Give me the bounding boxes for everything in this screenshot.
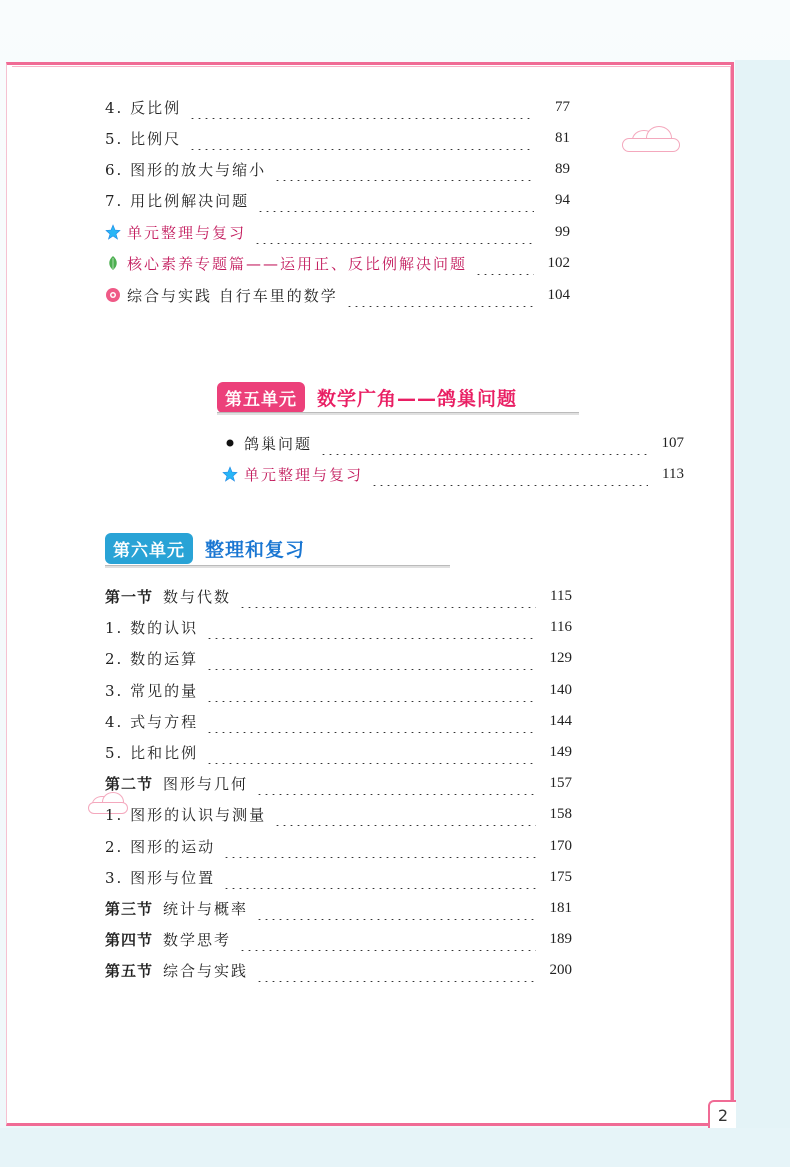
toc-row[interactable]	[105, 740, 572, 764]
dot-leader	[206, 678, 536, 702]
dot-leader	[206, 740, 536, 764]
dot-leader	[475, 251, 534, 275]
star-icon	[105, 224, 121, 240]
toc-item-label: 单元整理与复习	[244, 465, 364, 484]
flower-icon	[105, 287, 121, 303]
toc-item-label: 3. 常见的量	[105, 681, 199, 700]
toc-row[interactable]	[105, 157, 570, 181]
dot-leader	[254, 220, 534, 244]
toc-item-label: 5. 比和比例	[105, 743, 199, 762]
page-ref: 107	[661, 434, 684, 451]
bullet-dot-icon	[222, 435, 238, 451]
dot-leader	[256, 896, 536, 920]
toc-row[interactable]	[105, 678, 572, 702]
dot-leader	[371, 462, 648, 486]
toc-item-label: 2. 图形的运动	[105, 837, 216, 856]
page-ref: 170	[549, 837, 572, 854]
toc-row[interactable]	[222, 462, 684, 486]
toc-row[interactable]	[105, 802, 572, 826]
toc-row[interactable]	[105, 615, 572, 639]
page-ref: 113	[662, 465, 684, 482]
unit6-underline	[105, 565, 450, 568]
unit5-header	[217, 382, 517, 412]
toc-item-label: 图形与几何	[163, 774, 249, 793]
toc-row[interactable]	[105, 927, 572, 951]
toc-item-label: 6. 图形的放大与缩小	[105, 160, 267, 179]
unit5-badge: 第五单元	[217, 382, 305, 413]
toc-item-label: 综合与实践	[163, 961, 249, 980]
page-ref: 99	[555, 223, 570, 240]
page-ref: 149	[549, 743, 572, 760]
section-number: 第三节	[105, 899, 154, 918]
dot-leader	[206, 646, 536, 670]
side-background	[735, 60, 790, 1167]
toc-row[interactable]	[105, 709, 572, 733]
toc-row[interactable]	[105, 95, 570, 119]
dot-leader	[189, 95, 534, 119]
dot-leader	[239, 584, 536, 608]
section-number: 第一节	[105, 587, 154, 606]
page-ref: 104	[547, 286, 570, 303]
toc-row[interactable]	[105, 865, 572, 889]
toc-row[interactable]	[105, 251, 570, 275]
toc-item-label: 7. 用比例解决问题	[105, 191, 250, 210]
unit6-title: 整理和复习	[205, 538, 306, 561]
toc-item-label: 核心素养专题篇——运用正、反比例解决问题	[127, 254, 468, 273]
toc-item-label: 鸽巢问题	[244, 434, 313, 453]
toc-row[interactable]	[105, 188, 570, 212]
page-ref: 77	[555, 98, 570, 115]
dot-leader	[274, 802, 536, 826]
dot-leader	[189, 126, 534, 150]
dot-leader	[239, 927, 536, 951]
page-ref: 115	[550, 587, 572, 604]
toc-row[interactable]	[222, 431, 684, 455]
dot-leader	[274, 157, 534, 181]
page-ref: 181	[549, 899, 572, 916]
dot-leader	[223, 834, 536, 858]
page-ref: 116	[550, 618, 572, 635]
unit5-underline	[217, 412, 579, 415]
toc-item-label: 单元整理与复习	[127, 223, 247, 242]
toc-row[interactable]	[105, 896, 572, 920]
page-ref: 89	[555, 160, 570, 177]
page-ref: 140	[549, 681, 572, 698]
toc-item-label: 5. 比例尺	[105, 129, 182, 148]
toc-item-label: 3. 图形与位置	[105, 868, 216, 887]
unit6-header	[105, 533, 305, 563]
toc-item-label: 数与代数	[163, 587, 232, 606]
bottom-background	[0, 1128, 790, 1167]
leaf-icon	[105, 255, 121, 271]
page-ref: 175	[549, 868, 572, 885]
page-ref: 129	[549, 649, 572, 666]
dot-leader	[257, 188, 534, 212]
toc-item-label: 统计与概率	[163, 899, 249, 918]
toc-row[interactable]	[105, 834, 572, 858]
page-ref: 102	[547, 254, 570, 271]
dot-leader	[206, 709, 536, 733]
toc-item-label: 4. 式与方程	[105, 712, 199, 731]
toc-row[interactable]	[105, 126, 570, 150]
toc-item-label: 数学思考	[163, 930, 232, 949]
dot-leader	[346, 283, 534, 307]
star-icon	[222, 466, 238, 482]
dot-leader	[256, 771, 536, 795]
page-ref: 157	[549, 774, 572, 791]
toc-item-label: 4. 反比例	[105, 98, 182, 117]
section-number: 第五节	[105, 961, 154, 980]
toc-item-label: 2. 数的运算	[105, 649, 199, 668]
toc-item-label: 1. 数的认识	[105, 618, 199, 637]
dot-leader	[256, 958, 536, 982]
page-ref: 200	[549, 961, 572, 978]
toc-row[interactable]	[105, 584, 572, 608]
toc-row[interactable]	[105, 771, 572, 795]
cloud-decoration-icon	[622, 124, 682, 154]
page-ref: 144	[549, 712, 572, 729]
page-number: 2	[708, 1100, 736, 1128]
dot-leader	[223, 865, 536, 889]
page-ref: 94	[555, 191, 570, 208]
toc-row[interactable]	[105, 283, 570, 307]
page-ref: 158	[549, 805, 572, 822]
page-ref: 189	[549, 930, 572, 947]
dot-leader	[320, 431, 648, 455]
unit6-badge: 第六单元	[105, 533, 193, 564]
section-number: 第四节	[105, 930, 154, 949]
toc-row[interactable]	[105, 958, 572, 982]
toc-row[interactable]	[105, 220, 570, 244]
toc-item-label: 综合与实践 自行车里的数学	[127, 286, 338, 305]
toc-item-label: 1. 图形的认识与测量	[105, 805, 267, 824]
page-ref: 81	[555, 129, 570, 146]
unit5-title: 数学广角——鸽巢问题	[317, 387, 518, 410]
dot-leader	[206, 615, 536, 639]
toc-row[interactable]	[105, 646, 572, 670]
section-number: 第二节	[105, 774, 154, 793]
